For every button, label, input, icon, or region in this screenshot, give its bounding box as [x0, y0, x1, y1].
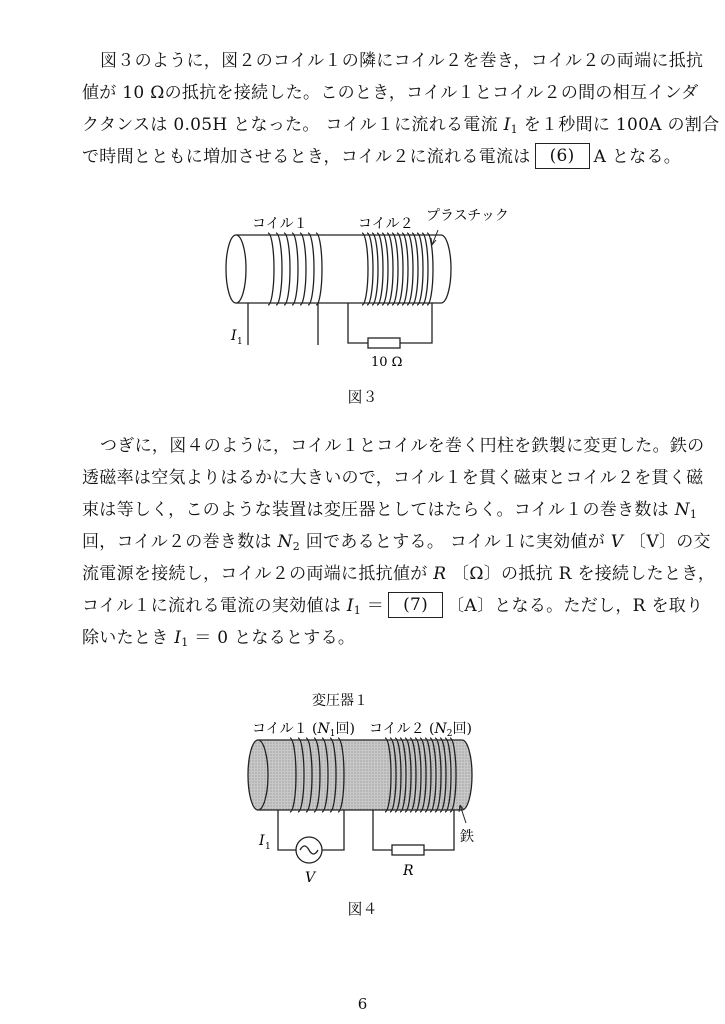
resistor-icon — [392, 845, 424, 855]
sub: 1 — [353, 604, 362, 617]
label-source: V — [305, 870, 316, 886]
label-resistor: R — [403, 863, 414, 879]
label-current-sub: 1 — [237, 337, 243, 347]
paragraph-1-line-3 — [82, 109, 720, 141]
figure-3-caption: 図３ — [347, 388, 378, 406]
paragraph-1 — [82, 45, 720, 173]
text: 流電源を接続し，コイル２の両端に抵抗値が — [82, 564, 428, 584]
label-current-sub: 1 — [265, 842, 271, 852]
text: 透磁率は空気よりはるかに大きいので，コイル１を貫く磁束とコイル２を貫く磁 — [82, 468, 704, 488]
label-current: I — [259, 833, 265, 849]
var-i: I — [174, 628, 182, 648]
text: コイル１ ( — [252, 721, 318, 737]
text: 〔V〕の交 — [629, 532, 711, 552]
label-iron: 鉄 — [460, 829, 474, 845]
answer-box-6: (6) — [535, 143, 590, 169]
paragraph-2-line-5 — [82, 558, 716, 590]
var-r: R — [433, 564, 447, 584]
text: ＝ — [366, 596, 385, 616]
text: で時間とともに増加させるとき，コイル２に流れる電流は — [82, 147, 531, 167]
var-n: N — [434, 721, 447, 737]
var-n: N — [317, 721, 330, 737]
text: つぎに，図４のように，コイル１とコイルを巻く円柱を鉄製に変更した。鉄の — [100, 436, 705, 456]
var-n: N — [277, 532, 293, 552]
var-n: N — [674, 500, 690, 520]
label-coil-1 — [252, 721, 355, 739]
paragraph-1-line-4 — [82, 141, 682, 173]
figure-4 — [0, 685, 725, 895]
label-resistor: 10 Ω — [371, 355, 403, 370]
text: 回) — [452, 721, 472, 737]
text: 回) — [335, 721, 355, 737]
paragraph-1-line-1 — [82, 45, 704, 77]
label-plastic: プラスチック — [426, 208, 509, 224]
sub: 2 — [446, 729, 453, 739]
sub: 1 — [329, 729, 336, 739]
label-current: I — [231, 328, 237, 344]
paragraph-2-line-6 — [82, 590, 704, 622]
figure-3 — [0, 200, 725, 400]
text: 値が 10 Ωの抵抗を接続した。このとき，コイル１とコイル２の間の相互インダ — [82, 83, 699, 103]
label-coil-1: コイル１ — [252, 216, 308, 232]
sub: 2 — [292, 540, 301, 553]
text: 〔A〕となる。ただし，R を取り — [447, 596, 704, 616]
text: コイル２ ( — [369, 721, 435, 737]
sub: 1 — [181, 636, 189, 649]
label-coil-2 — [369, 721, 472, 739]
paragraph-2-line-7 — [82, 622, 682, 654]
page-number: 6 — [357, 995, 368, 1013]
text: 〔Ω〕の抵抗 R を接続したとき， — [452, 564, 716, 584]
text: ＝ 0 となるとする。 — [194, 628, 356, 648]
paragraph-2 — [82, 430, 716, 654]
sub: 1 — [689, 508, 698, 521]
var-v: V — [610, 532, 624, 552]
paragraph-2-line-2 — [82, 462, 704, 494]
figure-3-diagram — [0, 200, 725, 400]
text: を１秒間に 100A の割合 — [523, 115, 720, 135]
sub: 1 — [510, 123, 518, 136]
figure-4-caption: 図４ — [347, 900, 378, 918]
text: コイル１に流れる電流の実効値は — [82, 596, 341, 616]
var-i: I — [346, 596, 354, 616]
figure-4-diagram — [0, 685, 725, 895]
text: A となる。 — [593, 147, 682, 167]
text: 図３のように，図２のコイル１の隣にコイル２を巻き，コイル２の両端に抵抗 — [100, 51, 704, 71]
figure-4-title: 変圧器１ — [312, 693, 368, 709]
text: 回であるとする。 コイル１に実効値が — [305, 532, 606, 552]
paragraph-1-line-2 — [82, 77, 699, 109]
text: 回，コイル２の巻き数は — [82, 532, 272, 552]
answer-box-7: (7) — [388, 592, 443, 618]
text: 束は等しく，このような装置は変圧器としてはたらく。コイル１の巻き数は — [82, 500, 670, 520]
paragraph-2-line-3 — [82, 494, 698, 526]
var-i: I — [503, 115, 511, 135]
label-coil-2: コイル２ — [358, 216, 414, 232]
text: 除いたとき — [82, 628, 169, 648]
paragraph-2-line-4 — [82, 526, 711, 558]
text: クタンスは 0.05H となった。 コイル１に流れる電流 — [82, 115, 498, 135]
paragraph-2-line-1 — [82, 430, 705, 462]
